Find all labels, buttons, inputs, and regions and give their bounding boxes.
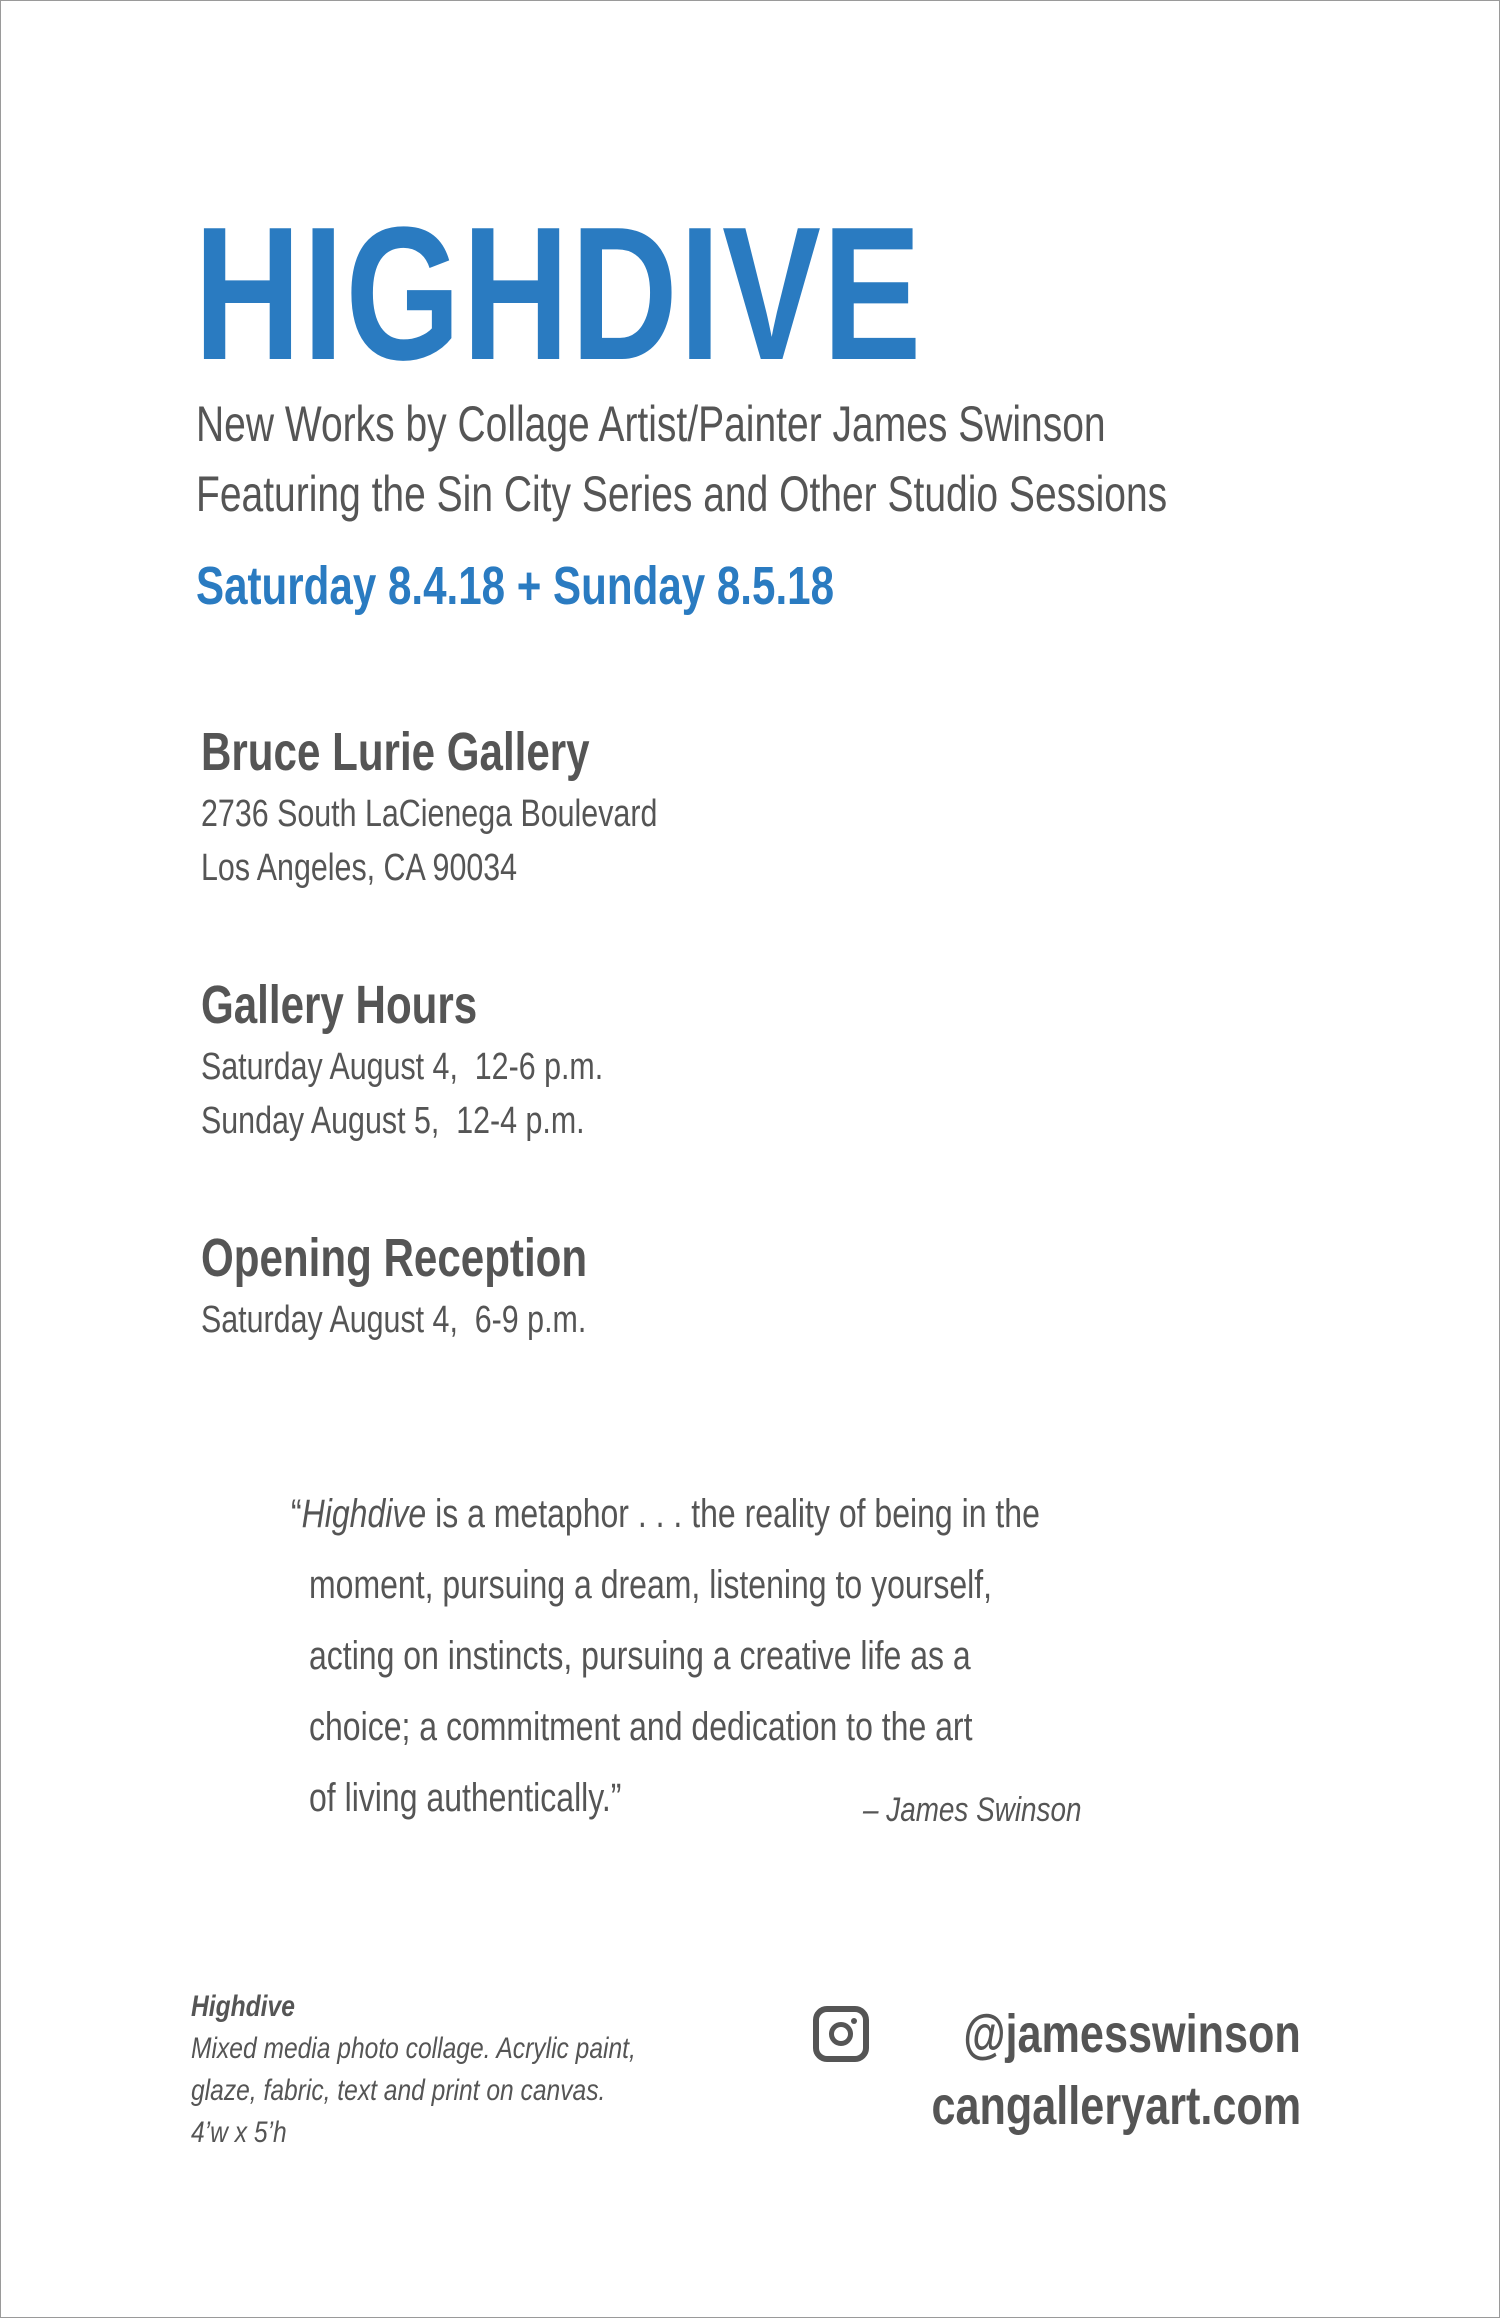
subtitle-line-2: Featuring the Sin City Series and Other Studio Sessions [196, 466, 1168, 522]
quote-italic-title: Highdive [301, 1492, 427, 1536]
instagram-icon [813, 2006, 869, 2062]
hours-line-2: Sunday August 5, 12-4 p.m. [201, 1100, 585, 1142]
gallery-name: Bruce Lurie Gallery [201, 722, 590, 782]
hours-heading: Gallery Hours [201, 975, 478, 1035]
artwork-caption-line-2: glaze, fabric, text and print on canvas. [191, 2074, 606, 2107]
artwork-title: Highdive [191, 1990, 295, 2023]
quote-line-4: choice; a commitment and dedication to the art [309, 1705, 973, 1749]
subtitle-line-1: New Works by Collage Artist/Painter James Swinson [196, 396, 1106, 452]
reception-line-1: Saturday August 4, 6-9 p.m. [201, 1299, 587, 1341]
gallery-address-line-1: 2736 South LaCienega Boulevard [201, 793, 658, 835]
reception-section [201, 1223, 696, 1347]
artwork-caption-line-3: 4’w x 5’h [191, 2116, 287, 2149]
quote-line-5: of living authentically.” [309, 1776, 622, 1820]
reception-heading: Opening Reception [201, 1228, 588, 1288]
exhibition-dates: Saturday 8.4.18 + Sunday 8.5.18 [196, 556, 834, 616]
social-links [813, 1999, 1301, 2141]
instagram-handle[interactable]: @jamesswinson [963, 2004, 1301, 2064]
quote-attribution: – James Swinson [863, 1791, 1082, 1829]
hours-section [201, 970, 704, 1148]
artwork-caption-line-1: Mixed media photo collage. Acrylic paint, [191, 2032, 636, 2065]
instagram-handle-row[interactable] [813, 1999, 1301, 2069]
exhibition-subtitle [196, 389, 1441, 529]
quote-line-3: acting on instincts, pursuing a creative life as a [309, 1634, 971, 1678]
quote-line-1-text: is a metaphor . . . the reality of being in the [426, 1492, 1040, 1536]
artist-quote [291, 1479, 1227, 1834]
website-link[interactable]: cangalleryart.com [931, 2076, 1301, 2136]
exhibition-title: HIGHDIVE [194, 188, 923, 400]
quote-open-mark: “ [291, 1492, 302, 1536]
artwork-caption [191, 1986, 734, 2154]
quote-line-2: moment, pursuing a dream, listening to yourself, [309, 1563, 992, 1607]
quote-line-1 [291, 1479, 1227, 1550]
hours-line-1: Saturday August 4, 12-6 p.m. [201, 1046, 604, 1088]
gallery-section [201, 717, 771, 895]
gallery-address-line-2: Los Angeles, CA 90034 [201, 847, 518, 889]
